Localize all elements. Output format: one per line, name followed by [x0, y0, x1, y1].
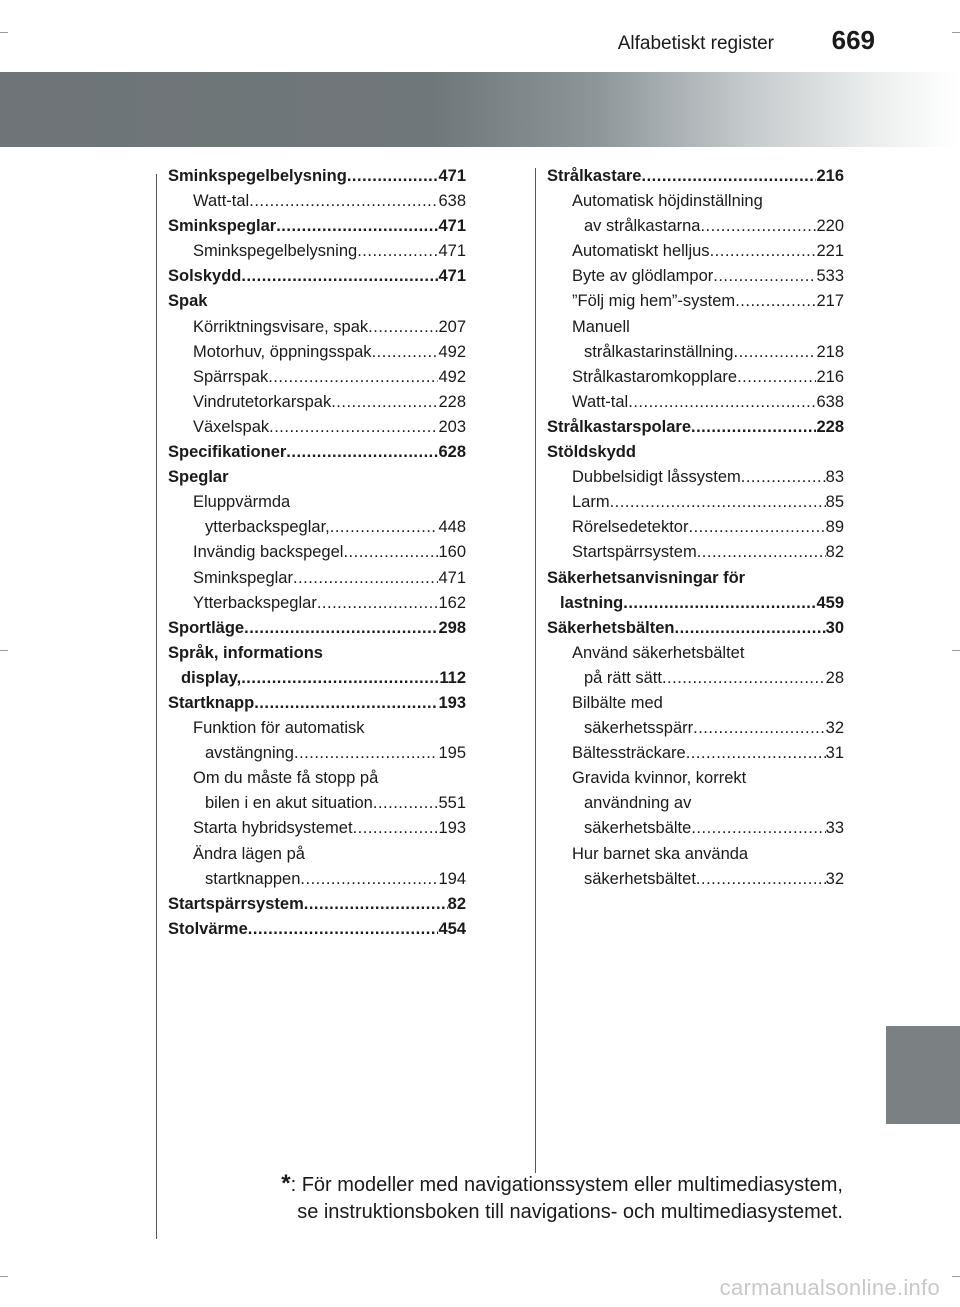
entry-label: Rörelsedetektor	[572, 518, 689, 537]
entry-page-number: 638	[438, 192, 466, 211]
entry-page-number: 459	[816, 593, 844, 612]
dot-leader	[686, 741, 826, 766]
entry-label: Sminkspeglar	[193, 568, 293, 587]
entry-label: säkerhetsspärr	[584, 719, 694, 738]
entry-label: lastning	[560, 593, 624, 612]
index-entry	[168, 716, 466, 741]
dot-leader	[713, 264, 816, 289]
entry-label: avstängning	[205, 744, 294, 763]
entry-label: Gravida kvinnor, korrekt	[572, 769, 747, 788]
entry-page-number: 216	[816, 367, 844, 386]
entry-label: Spärrspak	[193, 367, 269, 386]
index-entry	[168, 816, 466, 841]
entry-label: Watt-tal	[572, 392, 629, 411]
section-tab	[886, 1026, 960, 1124]
index-entry	[547, 616, 844, 641]
entry-label: strålkastarinställning	[584, 342, 734, 361]
index-entry	[168, 867, 466, 892]
entry-label: Sminkspeglar	[168, 217, 277, 236]
dot-leader	[710, 239, 817, 264]
entry-label: Sportläge	[168, 618, 245, 637]
dot-leader	[347, 164, 439, 189]
entry-label: Funktion för automatisk	[193, 719, 365, 738]
dot-leader	[331, 390, 438, 415]
entry-page-number: 454	[438, 919, 466, 938]
entry-page-number: 471	[438, 242, 466, 261]
entry-label: Körriktningsvisare, spak	[193, 317, 369, 336]
entry-label: Bilbälte med	[572, 693, 663, 712]
entry-page-number: 471	[438, 167, 466, 185]
entry-label: Speglar	[168, 468, 229, 487]
index-entry	[168, 917, 466, 942]
entry-label: Invändig backspegel	[193, 543, 344, 562]
index-entry	[547, 566, 844, 591]
dot-leader	[353, 816, 439, 841]
entry-label: ytterbackspeglar,	[205, 518, 330, 537]
dot-leader	[641, 164, 816, 189]
index-entry	[547, 315, 844, 340]
dot-leader	[697, 540, 826, 565]
entry-page-number: 228	[438, 392, 466, 411]
dot-leader	[693, 716, 826, 741]
index-entry	[547, 465, 844, 490]
entry-page-number: 533	[816, 267, 844, 286]
footnote-line-1	[258, 1170, 843, 1199]
entry-label: Växelspak	[193, 417, 270, 436]
index-entry	[547, 641, 844, 666]
entry-page-number: 492	[438, 342, 466, 361]
entry-page-number: 298	[438, 618, 466, 637]
entry-page-number: 471	[438, 217, 466, 236]
dot-leader	[610, 490, 826, 515]
dot-leader	[741, 465, 826, 490]
dot-leader	[737, 365, 816, 390]
footnote	[258, 1170, 843, 1226]
dot-leader	[317, 591, 439, 616]
dot-leader	[248, 917, 439, 942]
entry-page-number: 207	[438, 317, 466, 336]
index-entry	[168, 490, 466, 515]
dot-leader	[674, 616, 825, 641]
dot-leader	[304, 892, 448, 917]
entry-label: Sminkspegelbelysning	[193, 242, 358, 261]
entry-label: startknappen	[205, 869, 301, 888]
index-entry	[547, 189, 844, 214]
entry-label: Bältessträckare	[572, 744, 686, 763]
entry-page-number: 82	[825, 543, 844, 562]
dot-leader	[368, 315, 438, 340]
index-entry	[547, 440, 844, 465]
entry-label: Automatisk höjdinställning	[572, 192, 763, 211]
index-entry	[168, 566, 466, 591]
index-entry	[168, 189, 466, 214]
index-entry	[168, 591, 466, 616]
entry-page-number: 492	[438, 367, 466, 386]
index-entry	[168, 741, 466, 766]
index-column-right	[547, 164, 844, 892]
entry-label: Eluppvärmda	[193, 493, 291, 512]
index-entry	[168, 365, 466, 390]
index-entry	[168, 440, 466, 465]
dot-leader	[293, 566, 439, 591]
entry-page-number: 112	[439, 668, 466, 687]
dot-leader	[254, 691, 438, 716]
dot-leader	[623, 591, 816, 616]
entry-label: Larm	[572, 493, 610, 512]
entry-label: Startspärrsystem	[168, 894, 304, 913]
crop-mark	[952, 1276, 960, 1277]
index-entry	[547, 691, 844, 716]
index-entry	[547, 390, 844, 415]
entry-page-number: 193	[438, 819, 466, 838]
index-entry	[168, 340, 466, 365]
entry-label: bilen i en akut situation	[205, 794, 373, 813]
index-entry	[168, 465, 466, 490]
index-entry	[168, 315, 466, 340]
entry-label: Strålkastarspolare	[547, 417, 691, 436]
entry-label: Startspärrsystem	[572, 543, 697, 562]
index-entry	[168, 415, 466, 440]
index-column-left	[168, 164, 466, 942]
index-entry	[547, 214, 844, 239]
dot-leader	[691, 415, 816, 440]
header-title: Alfabetiskt register	[617, 33, 774, 54]
index-entry	[168, 616, 466, 641]
entry-label: säkerhetsbältet	[584, 869, 696, 888]
crop-mark	[0, 32, 8, 33]
index-entry	[547, 766, 844, 791]
entry-page-number: 471	[438, 568, 466, 587]
dot-leader	[343, 540, 438, 565]
entry-page-number: 162	[438, 593, 466, 612]
dot-leader	[268, 365, 438, 390]
index-entry	[547, 867, 844, 892]
dot-leader	[276, 214, 438, 239]
entry-page-number: 195	[438, 744, 466, 763]
index-entry	[168, 515, 466, 540]
index-entry	[168, 842, 466, 867]
entry-page-number: 217	[816, 292, 844, 311]
dot-leader	[662, 666, 826, 691]
entry-page-number: 85	[825, 493, 844, 512]
entry-page-number: 32	[825, 719, 844, 738]
index-entry	[547, 540, 844, 565]
entry-page-number: 203	[438, 417, 466, 436]
entry-label: Stöldskydd	[547, 443, 636, 462]
dot-leader	[300, 867, 438, 892]
entry-page-number: 638	[816, 392, 844, 411]
entry-page-number: 628	[438, 443, 466, 462]
entry-label: Använd säkerhetsbältet	[572, 643, 745, 662]
index-entry	[168, 264, 466, 289]
entry-page-number: 218	[816, 342, 844, 361]
index-entry	[547, 365, 844, 390]
entry-label: Vindrutetorkarspak	[193, 392, 332, 411]
entry-page-number: 551	[438, 794, 466, 813]
entry-label: Säkerhetsanvisningar för	[547, 568, 746, 587]
entry-label: Ändra lägen på	[193, 844, 305, 863]
index-entry	[547, 816, 844, 841]
entry-page-number: 33	[825, 819, 844, 838]
entry-label: Manuell	[572, 317, 630, 336]
dot-leader	[241, 666, 439, 691]
entry-label: säkerhetsbälte	[584, 819, 692, 838]
index-entry	[168, 164, 466, 189]
crop-mark	[952, 650, 960, 651]
column-divider	[535, 168, 536, 1173]
entry-label: Ytterbackspeglar	[193, 593, 317, 612]
index-entry	[547, 490, 844, 515]
entry-label: användning av	[584, 794, 692, 813]
index-entry	[168, 666, 466, 691]
dot-leader	[373, 791, 439, 816]
index-entry	[168, 691, 466, 716]
entry-label: Specifikationer	[168, 443, 287, 462]
entry-page-number: 32	[825, 869, 844, 888]
entry-label: Stolvärme	[168, 919, 248, 938]
entry-page-number: 471	[438, 267, 466, 286]
dot-leader	[286, 440, 438, 465]
index-entry	[547, 515, 844, 540]
index-entry	[547, 340, 844, 365]
index-entry	[168, 540, 466, 565]
entry-page-number: 31	[825, 744, 844, 763]
index-entry	[547, 239, 844, 264]
crop-mark	[952, 32, 960, 33]
entry-label: Solskydd	[168, 267, 242, 286]
dot-leader	[269, 415, 438, 440]
index-entry	[168, 766, 466, 791]
entry-label: Dubbelsidigt låssystem	[572, 468, 741, 487]
page-number: 669	[831, 25, 875, 55]
entry-page-number: 221	[816, 242, 844, 261]
entry-label: Startknapp	[168, 693, 255, 712]
entry-label: på rätt sätt	[584, 668, 662, 687]
index-entry	[168, 289, 466, 314]
entry-label: Byte av glödlampor	[572, 267, 714, 286]
dot-leader	[696, 867, 826, 892]
entry-page-number: 89	[825, 518, 844, 537]
entry-page-number: 160	[438, 543, 466, 562]
entry-page-number: 193	[438, 693, 466, 712]
dot-leader	[700, 214, 816, 239]
dot-leader	[733, 340, 816, 365]
entry-label: display,	[181, 668, 242, 687]
entry-page-number: 30	[825, 618, 844, 637]
watermark: carmanualsonline.info	[719, 1275, 940, 1300]
entry-page-number: 82	[447, 894, 466, 913]
footnote-marker: *	[281, 1170, 291, 1197]
index-entry	[547, 591, 844, 616]
index-entry	[168, 239, 466, 264]
entry-label: Sminkspegelbelysning	[168, 167, 347, 185]
entry-page-number: 83	[825, 468, 844, 487]
dot-leader	[244, 616, 438, 641]
entry-page-number: 220	[816, 217, 844, 236]
entry-label: av strålkastarna	[584, 217, 701, 236]
dot-leader	[241, 264, 438, 289]
index-entry	[547, 666, 844, 691]
index-entry	[547, 289, 844, 314]
dot-leader	[357, 239, 438, 264]
index-entry	[547, 741, 844, 766]
left-margin-rule	[156, 174, 157, 1239]
entry-label: Säkerhetsbälten	[547, 618, 675, 637]
index-entry	[547, 264, 844, 289]
dot-leader	[628, 390, 816, 415]
index-entry	[547, 164, 844, 189]
index-entry	[168, 892, 466, 917]
dot-leader	[688, 515, 825, 540]
entry-label: Watt-tal	[193, 192, 250, 211]
crop-mark	[0, 650, 8, 651]
entry-page-number: 28	[825, 668, 844, 687]
entry-page-number: 216	[816, 167, 844, 185]
entry-page-number: 448	[438, 518, 466, 537]
index-entry	[547, 842, 844, 867]
crop-mark	[0, 1276, 8, 1277]
index-entry	[547, 716, 844, 741]
entry-label: Strålkastaromkopplare	[572, 367, 738, 386]
entry-label: Strålkastare	[547, 167, 642, 185]
index-entry	[547, 791, 844, 816]
dot-leader	[372, 340, 439, 365]
entry-page-number: 228	[816, 417, 844, 436]
entry-label: Spak	[168, 292, 208, 311]
entry-label: Hur barnet ska använda	[572, 844, 749, 863]
index-entry	[168, 390, 466, 415]
entry-label: Motorhuv, öppningsspak	[193, 342, 372, 361]
dot-leader	[249, 189, 438, 214]
index-entry	[547, 415, 844, 440]
page-header	[0, 0, 960, 64]
footnote-line-2: se instruktionsboken till navigations- och multimediasystemet.	[297, 1201, 843, 1223]
index-entry	[168, 641, 466, 666]
entry-label: Om du måste få stopp på	[193, 769, 379, 788]
entry-label: Starta hybridsystemet	[193, 819, 353, 838]
dot-leader	[330, 515, 439, 540]
header-gradient-band	[0, 72, 960, 147]
footnote-text-1: : För modeller med navigationssystem eller multimediasystem,	[290, 1174, 843, 1196]
dot-leader	[735, 289, 816, 314]
index-entry	[168, 214, 466, 239]
dot-leader	[294, 741, 438, 766]
entry-label: ”Följ mig hem”-system	[572, 292, 736, 311]
index-entry	[168, 791, 466, 816]
dot-leader	[691, 816, 825, 841]
entry-label: Automatiskt helljus	[572, 242, 710, 261]
entry-label: Språk, informations	[168, 643, 323, 662]
entry-page-number: 194	[438, 869, 466, 888]
